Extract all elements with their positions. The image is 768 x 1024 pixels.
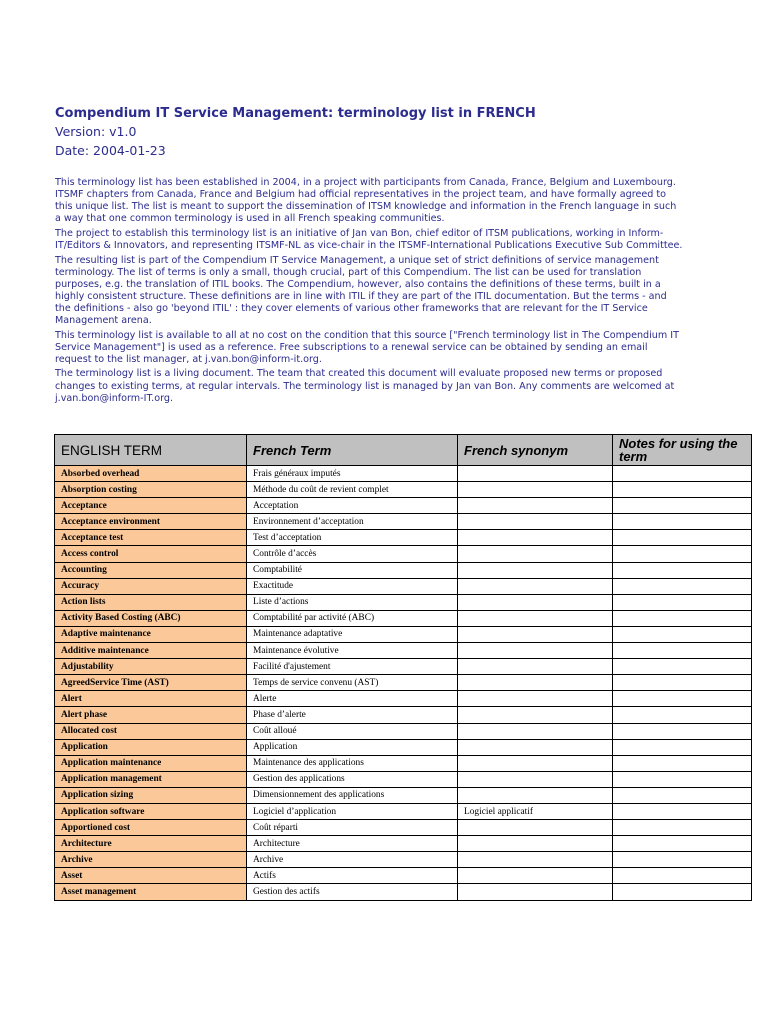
french-term-cell: Phase d’alerte (247, 707, 458, 723)
table-row (55, 836, 752, 852)
intro-paragraph: This terminology list has been established in 2004, in a project with participants from Canada, France, Belgium and Luxembourg. ITSMF chapters from Canada, France and Belgium had official representatives in the project team, and have formally agreed to this unique list. The list is meant to support the dissemination of ITSM knowledge and information in the French language in such a way that one common terminology is used in all French speaking communities. (55, 177, 677, 225)
french-synonym-cell (458, 482, 613, 498)
english-term-cell: Adjustability (55, 659, 247, 675)
french-synonym-cell (458, 771, 613, 787)
english-term-cell: Architecture (55, 836, 247, 852)
french-synonym-cell (458, 723, 613, 739)
english-term-cell: Allocated cost (55, 723, 247, 739)
terminology-table (54, 434, 752, 901)
english-term-cell: Application (55, 739, 247, 755)
french-synonym-cell (458, 626, 613, 642)
french-synonym-cell (458, 675, 613, 691)
table-row (55, 820, 752, 836)
table-row (55, 594, 752, 610)
table-row (55, 514, 752, 530)
french-synonym-cell: Logiciel applicatif (458, 803, 613, 819)
header-french-synonym: French synonym (458, 435, 613, 466)
notes-cell (613, 626, 752, 642)
french-term-cell: Dimensionnement des applications (247, 787, 458, 803)
french-synonym-cell (458, 755, 613, 771)
english-term-cell: Acceptance (55, 498, 247, 514)
notes-cell (613, 530, 752, 546)
french-term-cell: Comptabilité par activité (ABC) (247, 610, 458, 626)
notes-cell (613, 755, 752, 771)
english-term-cell: Application software (55, 803, 247, 819)
intro-paragraph: The terminology list is a living document. The team that created this document will evaluate proposed new terms or proposed changes to existing terms, at regular intervals. The terminology list is managed by Jan van Bon. Any comments are welcomed at j.van.bon@inform-IT.org. (55, 368, 675, 404)
french-synonym-cell (458, 578, 613, 594)
french-synonym-cell (458, 707, 613, 723)
french-term-cell: Coût alloué (247, 723, 458, 739)
notes-cell (613, 594, 752, 610)
notes-cell (613, 466, 752, 482)
notes-cell (613, 514, 752, 530)
notes-cell (613, 803, 752, 819)
french-synonym-cell (458, 691, 613, 707)
intro-text (55, 177, 685, 407)
english-term-cell: Application maintenance (55, 755, 247, 771)
english-term-cell: Additive maintenance (55, 643, 247, 659)
table-row (55, 707, 752, 723)
french-term-cell: Maintenance des applications (247, 755, 458, 771)
english-term-cell: Alert (55, 691, 247, 707)
french-term-cell: Maintenance évolutive (247, 643, 458, 659)
table-row (55, 755, 752, 771)
french-term-cell: Architecture (247, 836, 458, 852)
french-term-cell: Maintenance adaptative (247, 626, 458, 642)
notes-cell (613, 498, 752, 514)
french-term-cell: Liste d’actions (247, 594, 458, 610)
english-term-cell: Accounting (55, 562, 247, 578)
notes-cell (613, 836, 752, 852)
document-date: Date: 2004-01-23 (55, 143, 166, 158)
english-term-cell: Absorption costing (55, 482, 247, 498)
french-synonym-cell (458, 739, 613, 755)
english-term-cell: Alert phase (55, 707, 247, 723)
notes-cell (613, 868, 752, 884)
header-notes: Notes for using the term (613, 435, 752, 466)
french-term-cell: Environnement d’acceptation (247, 514, 458, 530)
french-synonym-cell (458, 594, 613, 610)
notes-cell (613, 787, 752, 803)
english-term-cell: Action lists (55, 594, 247, 610)
table-row (55, 868, 752, 884)
table-row (55, 659, 752, 675)
french-synonym-cell (458, 820, 613, 836)
notes-cell (613, 562, 752, 578)
table-row (55, 530, 752, 546)
table-row (55, 466, 752, 482)
notes-cell (613, 675, 752, 691)
french-synonym-cell (458, 643, 613, 659)
french-synonym-cell (458, 562, 613, 578)
notes-cell (613, 820, 752, 836)
french-synonym-cell (458, 530, 613, 546)
french-synonym-cell (458, 884, 613, 900)
table-row (55, 787, 752, 803)
intro-paragraph: This terminology list is available to all at no cost on the condition that this source ["French terminology list in The Compendium IT Service Management"] is used as a reference. Free subscriptions to a renewal service can be obtained by sending an email request to the list manager, at j.van.bon@inform-it.org. (55, 329, 679, 365)
french-term-cell: Test d’acceptation (247, 530, 458, 546)
english-term-cell: Apportioned cost (55, 820, 247, 836)
table-row (55, 771, 752, 787)
french-synonym-cell (458, 659, 613, 675)
table-row (55, 643, 752, 659)
english-term-cell: Adaptive maintenance (55, 626, 247, 642)
french-synonym-cell (458, 852, 613, 868)
french-term-cell: Logiciel d’application (247, 803, 458, 819)
table-row (55, 739, 752, 755)
table-row (55, 546, 752, 562)
english-term-cell: Asset management (55, 884, 247, 900)
intro-paragraph: The project to establish this terminology list is an initiative of Jan van Bon, chief editor of ITSM publications, working in Inform-IT/Editors & Innovators, and representing ITSMF-NL as vice-chair in the ITSMF-International Publications Executive Sub Committee. (55, 227, 683, 251)
english-term-cell: Activity Based Costing (ABC) (55, 610, 247, 626)
english-term-cell: Accuracy (55, 578, 247, 594)
table-header-row (55, 435, 752, 466)
english-term-cell: Access control (55, 546, 247, 562)
french-term-cell: Archive (247, 852, 458, 868)
french-term-cell: Temps de service convenu (AST) (247, 675, 458, 691)
french-term-cell: Coût réparti (247, 820, 458, 836)
english-term-cell: Application sizing (55, 787, 247, 803)
french-term-cell: Gestion des actifs (247, 884, 458, 900)
notes-cell (613, 739, 752, 755)
notes-cell (613, 691, 752, 707)
english-term-cell: Archive (55, 852, 247, 868)
french-term-cell: Frais généraux imputés (247, 466, 458, 482)
notes-cell (613, 723, 752, 739)
notes-cell (613, 659, 752, 675)
intro-paragraph: The resulting list is part of the Compendium IT Service Management, a unique set of strict definitions of service management terminology. The list of terms is only a small, though crucial, part of this Compendium. The list can be used for translation purposes, e.g. the translation of ITIL books. The Compendium, however, also contains the definitions of these terms, built in a highly consistent structure. These definitions are in line with ITIL if they are part of the ITIL documentation. But the terms - and the definitions - also go 'beyond ITIL' : they cover elements of various other frameworks that are relevant for the IT Service Management arena. (55, 254, 667, 327)
french-term-cell: Gestion des applications (247, 771, 458, 787)
french-synonym-cell (458, 498, 613, 514)
english-term-cell: AgreedService Time (AST) (55, 675, 247, 691)
french-term-cell: Exactitude (247, 578, 458, 594)
table-row (55, 723, 752, 739)
table-row (55, 626, 752, 642)
header-french-term: French Term (247, 435, 458, 466)
table-row (55, 691, 752, 707)
table-row (55, 884, 752, 900)
french-term-cell: Actifs (247, 868, 458, 884)
table-row (55, 498, 752, 514)
notes-cell (613, 578, 752, 594)
french-synonym-cell (458, 514, 613, 530)
table-body (55, 466, 752, 901)
notes-cell (613, 884, 752, 900)
french-term-cell: Acceptation (247, 498, 458, 514)
french-term-cell: Comptabilité (247, 562, 458, 578)
table-row (55, 675, 752, 691)
notes-cell (613, 546, 752, 562)
english-term-cell: Acceptance environment (55, 514, 247, 530)
french-synonym-cell (458, 836, 613, 852)
notes-cell (613, 610, 752, 626)
french-synonym-cell (458, 610, 613, 626)
document-version: Version: v1.0 (55, 124, 137, 139)
french-term-cell: Alerte (247, 691, 458, 707)
header-english-term: ENGLISH TERM (55, 435, 247, 466)
table-row (55, 610, 752, 626)
french-synonym-cell (458, 787, 613, 803)
french-synonym-cell (458, 546, 613, 562)
english-term-cell: Absorbed overhead (55, 466, 247, 482)
french-term-cell: Contrôle d’accès (247, 546, 458, 562)
french-term-cell: Facilité d'ajustement (247, 659, 458, 675)
english-term-cell: Application management (55, 771, 247, 787)
notes-cell (613, 852, 752, 868)
french-synonym-cell (458, 466, 613, 482)
english-term-cell: Asset (55, 868, 247, 884)
table-row (55, 852, 752, 868)
notes-cell (613, 771, 752, 787)
table-row (55, 578, 752, 594)
french-term-cell: Application (247, 739, 458, 755)
french-term-cell: Méthode du coût de revient complet (247, 482, 458, 498)
english-term-cell: Acceptance test (55, 530, 247, 546)
french-synonym-cell (458, 868, 613, 884)
notes-cell (613, 482, 752, 498)
notes-cell (613, 643, 752, 659)
document-title: Compendium IT Service Management: terminology list in FRENCH (55, 106, 536, 121)
table-row (55, 803, 752, 819)
table-row (55, 482, 752, 498)
table-row (55, 562, 752, 578)
notes-cell (613, 707, 752, 723)
